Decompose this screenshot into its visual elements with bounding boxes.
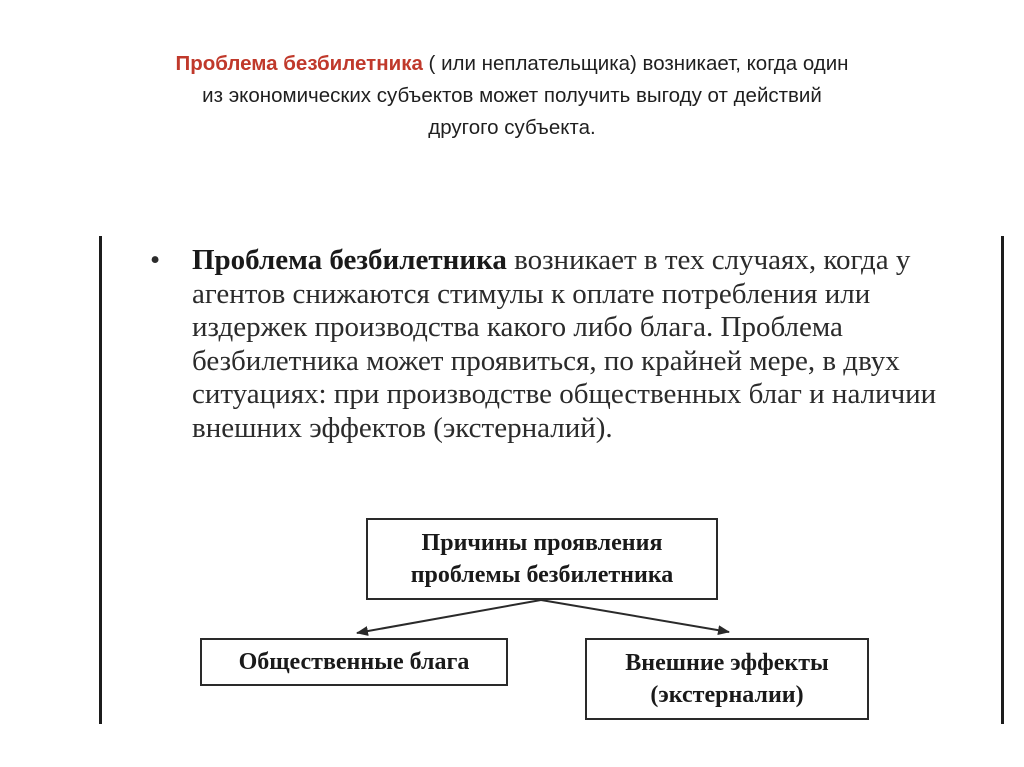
- externalities-line-2: (экстерналии): [650, 682, 804, 708]
- externalities-line-1: Внешние эффекты: [625, 650, 829, 676]
- header-line-1-rest: ( или неплательщика) возникает, когда один: [422, 52, 849, 75]
- bullet-marker: •: [150, 244, 161, 276]
- bullet-rest: возникает в тех случаях, когда у агентов снижаются стимулы к оплате потребления или издержек производства какого либо блага. Проблема безбилетника может проявиться, по крайней мере, в двух ситуациях: при производстве общественных благ и наличии внешних эффектов (экстерналий).: [192, 244, 937, 444]
- header-line-3: другого субъекта.: [428, 116, 596, 139]
- root-box-line-2: проблемы безбилетника: [410, 562, 674, 588]
- arrow-to-externalities: [541, 600, 729, 632]
- arrow-to-public-goods: [357, 600, 541, 633]
- public-goods-box: [200, 638, 508, 686]
- header-term: Проблема безбилетника: [175, 52, 423, 75]
- bullet-term: Проблема безбилетника: [192, 244, 507, 276]
- header-line-2: из экономических субъектов может получить выгоду от действий: [202, 84, 822, 107]
- public-goods-label: Общественные блага: [238, 649, 470, 675]
- root-cause-box: [366, 518, 718, 600]
- externalities-box: [585, 638, 869, 720]
- root-box-line-1: Причины проявления: [421, 530, 663, 556]
